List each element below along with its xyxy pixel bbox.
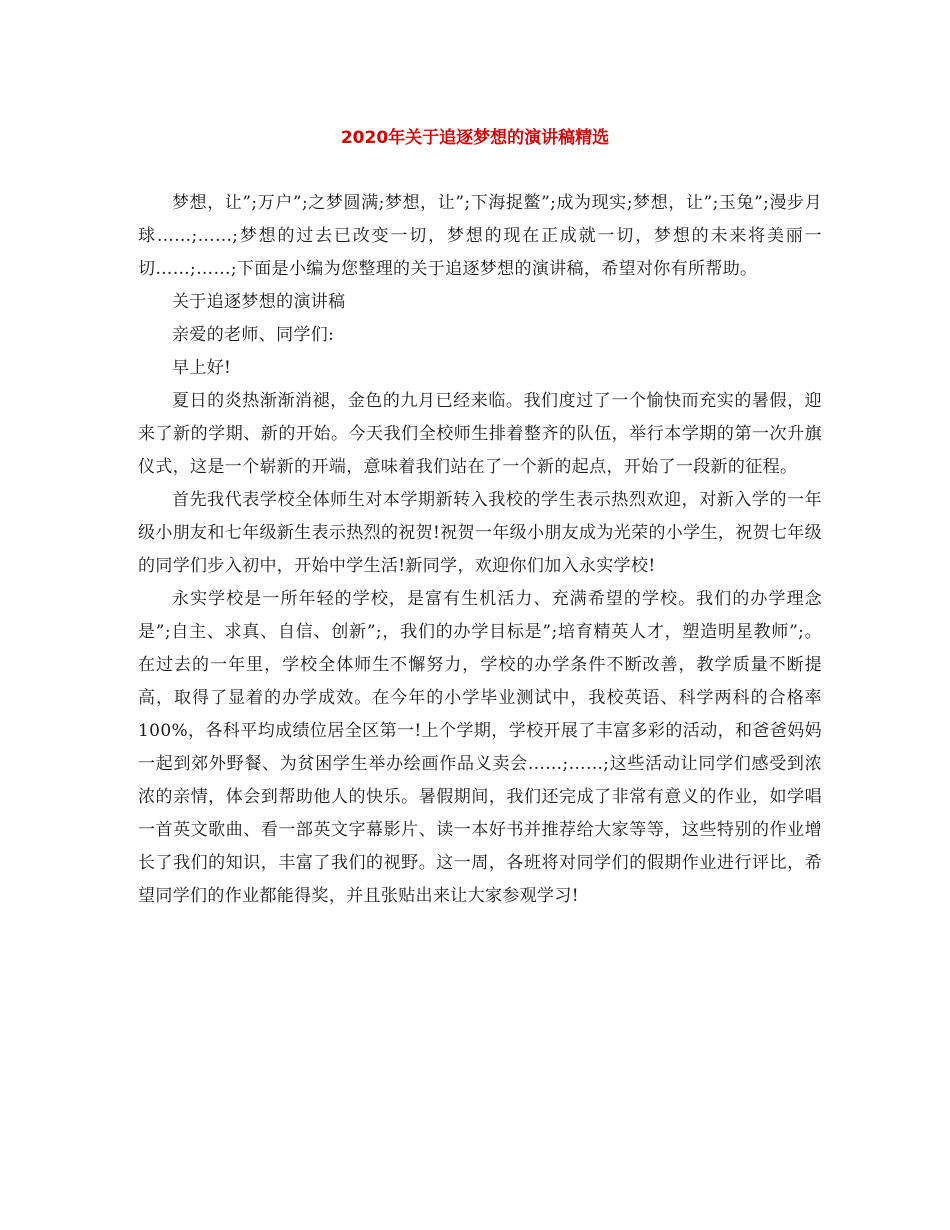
paragraph-salutation: 亲爱的老师、同学们: <box>172 325 335 345</box>
paragraph-speech-title: 关于追逐梦想的演讲稿 <box>172 292 346 312</box>
paragraph-welcome: 首先我代表学校全体师生对本学期新转入我校的学生表示热烈欢迎，对新入学的一年级小朋友和七年级新生表示热烈的祝贺!祝贺一年级小朋友成为光荣的小学生，祝贺七年级的同学们步入初中，开始中学生活!新同学，欢迎你们加入永实学校! <box>138 490 822 576</box>
document-body <box>138 187 822 913</box>
paragraph-greeting: 早上好! <box>172 358 232 378</box>
paragraph-intro: 梦想，让”;万户”;之梦圆满;梦想，让”;下海捉鳖”;成为现实;梦想，让”;玉兔”;漫步月球……;……;梦想的过去已改变一切，梦想的现在正成就一切，梦想的未来将美丽一切……;……;下面是小编为您整理的关于追逐梦想的演讲稿，希望对你有所帮助。 <box>138 193 822 279</box>
paragraph-school: 永实学校是一所年轻的学校，是富有生机活力、充满希望的学校。我们的办学理念是”;自主、求真、自信、创新”;，我们的办学目标是”;培育精英人才，塑造明星教师”;。在过去的一年里，学校全体师生不懈努力，学校的办学条件不断改善，教学质量不断提高，取得了显着的办学成效。在今年的小学毕业测试中，我校英语、科学两科的合格率100%，各科平均成绩位居全区第一!上个学期，学校开展了丰富多彩的活动，和爸爸妈妈一起到郊外野餐、为贫困学生举办绘画作品义卖会……;……;这些活动让同学们感受到浓浓的亲情，体会到帮助他人的快乐。暑假期间，我们还完成了非常有意义的作业，如学唱一首英文歌曲、看一部英文字幕影片、读一本好书并推荐给大家等等，这些特别的作业增长了我们的知识，丰富了我们的视野。这一周，各班将对同学们的假期作业进行评比，希望同学们的作业都能得奖，并且张贴出来让大家参观学习! <box>138 589 822 906</box>
paragraph-summer: 夏日的炎热渐渐消褪，金色的九月已经来临。我们度过了一个愉快而充实的暑假，迎来了新的学期、新的开始。今天我们全校师生排着整齐的队伍，举行本学期的第一次升旗仪式，这是一个崭新的开端，意味着我们站在了一个新的起点，开始了一段新的征程。 <box>138 391 822 477</box>
document-title: 2020年关于追逐梦想的演讲稿精选 <box>340 128 610 148</box>
